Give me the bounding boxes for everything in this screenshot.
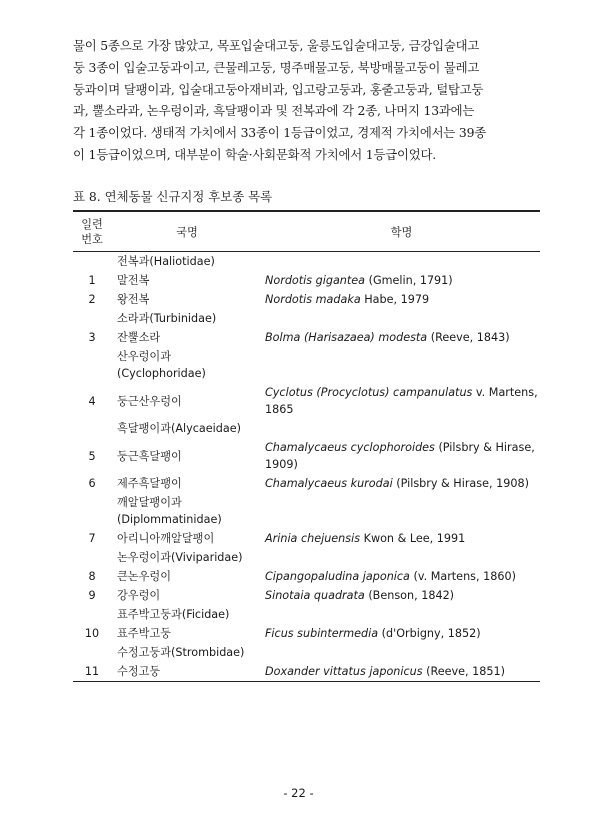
- scientific-name: [263, 252, 540, 272]
- serial-number: [73, 605, 111, 624]
- scientific-name: [263, 474, 540, 493]
- paragraph-line: 과, 뿔소라과, 논우렁이과, 흑달팽이과 및 전복과에 각 2종, 나머지 13과에는: [73, 103, 475, 119]
- scientific-name-author: Kwon & Lee, 1991: [360, 532, 466, 545]
- family-name: 산우렁이과 (Cyclophoridae): [117, 350, 206, 380]
- scientific-name-author: (Pilsbry & Hirase, 1909): [265, 441, 535, 471]
- scientific-name: [263, 328, 540, 347]
- body-paragraph: [73, 35, 543, 166]
- species-row: [73, 529, 540, 548]
- family-row: [73, 643, 540, 662]
- korean-name: 강우렁이: [117, 589, 161, 602]
- paragraph-line: 둥과이며 달팽이과, 입술대고둥아재비과, 입고랑고둥과, 홍줄고둥과, 털탑고둥: [73, 81, 484, 97]
- korean-name: 아리니아깨알달팽이: [117, 532, 215, 545]
- scientific-name: [263, 662, 540, 682]
- serial-number: 2: [88, 293, 96, 306]
- scientific-name-author: (v. Martens, 1860): [409, 570, 516, 583]
- serial-number: [73, 643, 111, 662]
- serial-number: [73, 548, 111, 567]
- family-row: [73, 493, 540, 529]
- korean-name: 말전복: [117, 274, 150, 287]
- korean-name: 제주흑달팽이: [117, 477, 182, 490]
- family-name: 논우렁이과(Viviparidae): [117, 551, 243, 564]
- scientific-name-italic: Doxander vittatus japonicus: [265, 665, 423, 678]
- scientific-name-italic: Cyclotus (Procyclotus) campanulatus: [265, 386, 473, 399]
- serial-number: 6: [88, 477, 96, 490]
- scientific-name: [263, 605, 540, 624]
- species-row: [73, 567, 540, 586]
- serial-number: 4: [88, 394, 96, 408]
- scientific-name-italic: Bolma (Harisazaea) modesta: [265, 331, 428, 344]
- family-row: [73, 548, 540, 567]
- scientific-name: [263, 290, 540, 309]
- scientific-name-italic: Nordotis madaka: [265, 293, 361, 306]
- scientific-name-author: (Benson, 1842): [364, 589, 455, 602]
- scientific-name-author: (d'Orbigny, 1852): [378, 627, 481, 640]
- scientific-name-italic: Ficus subintermedia: [265, 627, 379, 640]
- page-number: - 22 -: [283, 786, 314, 800]
- serial-number: [73, 252, 111, 272]
- scientific-name-author: (Reeve, 1851): [422, 665, 505, 678]
- scientific-name: [263, 271, 540, 290]
- scientific-name-author: v. Martens, 1865: [265, 386, 538, 416]
- paragraph-line: 각 1종이었다. 생태적 가치에서 33종이 1등급이었고, 경제적 가치에서는 39종: [73, 125, 487, 141]
- scientific-name: [263, 309, 540, 328]
- family-name: 전복과(Haliotidae): [117, 255, 215, 268]
- species-row: [73, 662, 540, 682]
- serial-number: [73, 309, 111, 328]
- header-korean-name: 국명: [111, 211, 263, 252]
- scientific-name-italic: Chamalycaeus cyclophoroides: [265, 441, 435, 454]
- species-row: [73, 271, 540, 290]
- scientific-name: [263, 347, 540, 383]
- species-row: [73, 383, 540, 419]
- scientific-name: [263, 567, 540, 586]
- korean-name: 수정고둥: [111, 662, 263, 682]
- serial-number: 5: [88, 449, 96, 463]
- korean-name: 둥근산우렁이: [117, 394, 182, 408]
- family-row: [73, 252, 540, 272]
- scientific-name: [263, 643, 540, 662]
- species-row: [73, 438, 540, 474]
- serial-number: 1: [88, 274, 96, 287]
- family-name: 표주박고둥과(Ficidae): [117, 608, 230, 621]
- header-serial-number-text: 일련 번호: [81, 217, 103, 246]
- korean-name: 표주박고둥: [117, 627, 172, 640]
- family-name: 수정고둥과(Strombidae): [117, 646, 245, 659]
- scientific-name: [263, 493, 540, 529]
- scientific-name-italic: Sinotaia quadrata: [265, 589, 365, 602]
- korean-name: 왕전복: [117, 293, 150, 306]
- family-row: [73, 347, 540, 383]
- paragraph-line: 이 1등급이었으며, 대부분이 학술·사회문화적 가치에서 1등급이었다.: [73, 146, 437, 162]
- family-row: [73, 309, 540, 328]
- scientific-name-author: (Gmelin, 1791): [365, 274, 453, 287]
- scientific-name: [263, 624, 540, 643]
- species-row: [73, 328, 540, 347]
- scientific-name: [263, 438, 540, 474]
- header-scientific-name: 학명: [263, 211, 540, 252]
- species-row: [73, 290, 540, 309]
- paragraph-line: 물이 5종으로 가장 많았고, 목포입술대고둥, 울릉도입술대고둥, 금강입술대고: [73, 38, 480, 53]
- species-table: [73, 210, 540, 682]
- scientific-name: [263, 419, 540, 438]
- serial-number: 8: [88, 570, 96, 583]
- species-row: [73, 624, 540, 643]
- serial-number: [73, 493, 111, 529]
- serial-number: 10: [84, 627, 100, 640]
- serial-number: 11: [73, 662, 111, 682]
- table-body: [73, 252, 540, 682]
- scientific-name: [263, 586, 540, 605]
- serial-number: 7: [88, 532, 96, 545]
- family-name: 소라과(Turbinidae): [117, 312, 217, 325]
- family-row: [73, 419, 540, 438]
- scientific-name-author: (Pilsbry & Hirase, 1908): [392, 477, 529, 490]
- family-name: 깨알달팽이과 (Diplommatinidae): [117, 496, 222, 526]
- korean-name: 잔뿔소라: [117, 331, 161, 344]
- scientific-name-italic: Chamalycaeus kurodai: [265, 477, 393, 490]
- serial-number: 3: [88, 331, 96, 344]
- species-row: [73, 586, 540, 605]
- scientific-name-italic: Arinia chejuensis: [265, 532, 361, 545]
- scientific-name-author: Habe, 1979: [360, 293, 430, 306]
- serial-number: [73, 347, 111, 383]
- serial-number: 9: [88, 589, 96, 602]
- serial-number: [73, 419, 111, 438]
- scientific-name: [263, 529, 540, 548]
- scientific-name: [263, 383, 540, 419]
- family-row: [73, 605, 540, 624]
- table-header-row: [73, 211, 540, 252]
- scientific-name: [263, 548, 540, 567]
- korean-name: 둥근흑달팽이: [117, 449, 182, 463]
- paragraph-line: 둥 3종이 입술고둥과이고, 큰물레고둥, 명주매물고둥, 북방매물고둥이 물레고: [73, 59, 480, 75]
- species-row: [73, 474, 540, 493]
- header-serial-number: [73, 211, 111, 252]
- family-name: 흑달팽이과(Alycaeidae): [117, 422, 241, 435]
- korean-name: 큰논우렁이: [117, 570, 172, 583]
- scientific-name-italic: Nordotis gigantea: [265, 274, 366, 287]
- table-caption: 표 8. 연체동물 신규지정 후보종 목록: [73, 189, 273, 204]
- scientific-name-italic: Cipangopaludina japonica: [265, 570, 410, 583]
- scientific-name-author: (Reeve, 1843): [427, 331, 510, 344]
